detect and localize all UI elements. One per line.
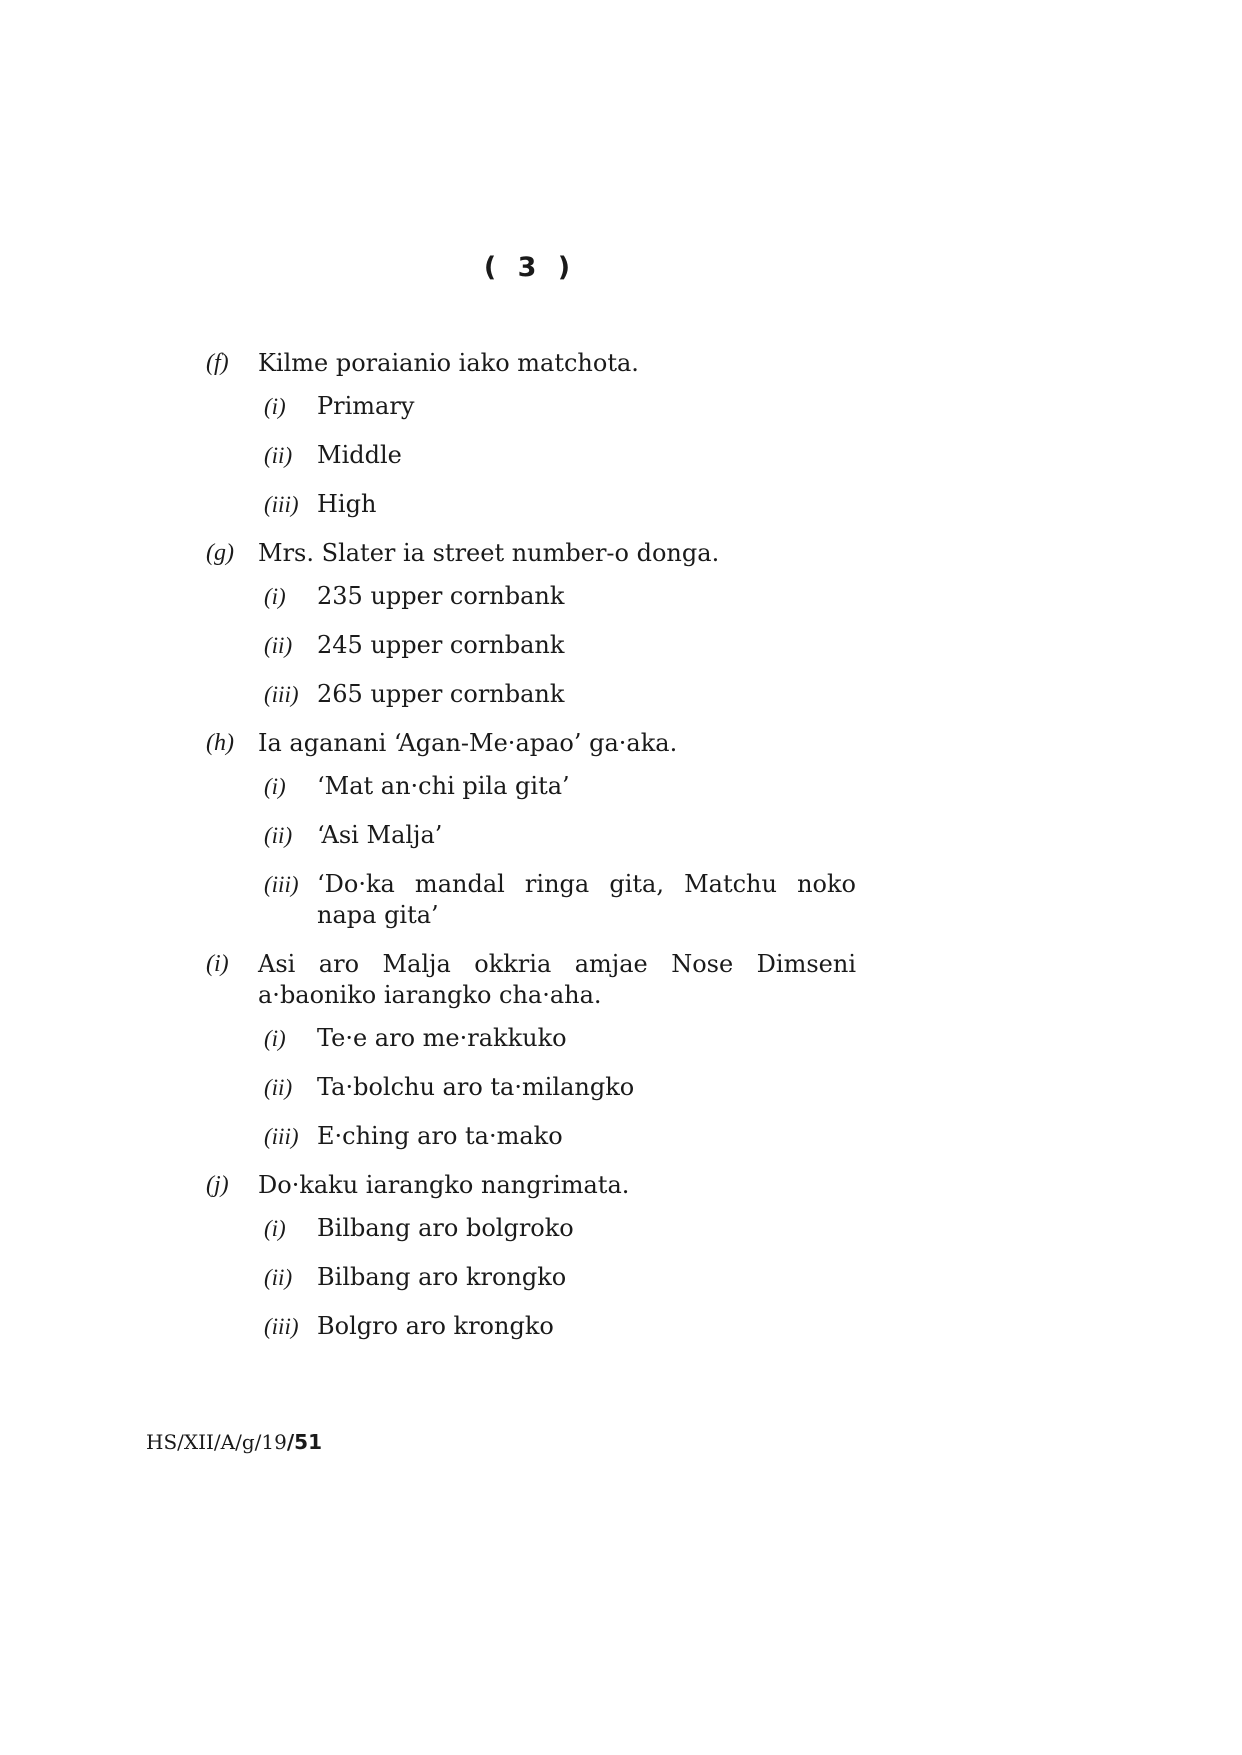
option-item	[264, 391, 856, 422]
option-list	[264, 771, 856, 931]
option-label: (iii)	[264, 492, 299, 517]
question-text: Do·kaku iarangko nangrimata.	[258, 1171, 630, 1199]
option-list	[264, 581, 856, 710]
option-item	[264, 630, 856, 661]
option-text: Primary	[317, 392, 415, 420]
option-item	[264, 1072, 856, 1103]
option-label: (iii)	[264, 1314, 299, 1339]
question-text: Asi aro Malja okkria amjae Nose Dimseni a·baoniko iarangko cha·aha.	[258, 950, 856, 1009]
option-text: ‘Do·ka mandal ringa gita, Matchu noko napa gita’	[317, 870, 856, 929]
option-item	[264, 1311, 856, 1342]
option-item	[264, 1121, 856, 1152]
option-text: Bolgro aro krongko	[317, 1312, 554, 1340]
question-h	[206, 728, 856, 931]
option-label: (ii)	[264, 1075, 293, 1100]
option-label: (i)	[264, 774, 286, 799]
option-text: ‘Asi Malja’	[317, 821, 443, 849]
option-list	[264, 1023, 856, 1152]
option-label: (ii)	[264, 443, 293, 468]
option-list	[264, 1213, 856, 1342]
option-text: ‘Mat an·chi pila gita’	[317, 772, 570, 800]
option-label: (i)	[264, 1026, 286, 1051]
question-text: Mrs. Slater ia street number-o donga.	[258, 539, 720, 567]
option-item	[264, 771, 856, 802]
option-label: (iii)	[264, 872, 299, 897]
option-label: (i)	[264, 394, 286, 419]
question-i	[206, 949, 856, 1152]
option-item	[264, 1213, 856, 1244]
option-item	[264, 869, 856, 931]
question-list	[206, 348, 856, 1360]
option-label: (ii)	[264, 633, 293, 658]
question-g	[206, 538, 856, 710]
option-text: Te·e aro me·rakkuko	[317, 1024, 567, 1052]
option-text: Bilbang aro krongko	[317, 1263, 567, 1291]
question-f	[206, 348, 856, 520]
option-label: (ii)	[264, 1265, 293, 1290]
question-label: (i)	[206, 951, 229, 977]
option-item	[264, 581, 856, 612]
question-text: Ia aganani ‘Agan-Me·apao’ ga·aka.	[258, 729, 678, 757]
option-text: Ta·bolchu aro ta·milangko	[317, 1073, 635, 1101]
question-text: Kilme poraianio iako matchota.	[258, 349, 639, 377]
option-text: Bilbang aro bolgroko	[317, 1214, 574, 1242]
question-label: (h)	[206, 730, 234, 756]
option-item	[264, 1023, 856, 1054]
option-item	[264, 440, 856, 471]
option-text: E·ching aro ta·mako	[317, 1122, 563, 1150]
option-item	[264, 1262, 856, 1293]
question-j	[206, 1170, 856, 1342]
option-text: 265 upper cornbank	[317, 680, 565, 708]
page-number: ( 3 )	[483, 252, 577, 283]
option-text: Middle	[317, 441, 402, 469]
question-label: (g)	[206, 540, 234, 566]
footer-code-suffix: /51	[286, 1430, 322, 1454]
option-list	[264, 391, 856, 520]
option-item	[264, 489, 856, 520]
option-item	[264, 820, 856, 851]
option-item	[264, 679, 856, 710]
option-label: (i)	[264, 584, 286, 609]
option-label: (i)	[264, 1216, 286, 1241]
option-text: 245 upper cornbank	[317, 631, 565, 659]
question-label: (f)	[206, 350, 229, 376]
option-text: High	[317, 490, 377, 518]
option-label: (iii)	[264, 1124, 299, 1149]
option-label: (iii)	[264, 682, 299, 707]
question-label: (j)	[206, 1172, 229, 1198]
option-text: 235 upper cornbank	[317, 582, 565, 610]
footer-code-text: HS/XII/A/g/19	[146, 1430, 287, 1454]
footer-code	[146, 1430, 322, 1454]
option-label: (ii)	[264, 823, 293, 848]
